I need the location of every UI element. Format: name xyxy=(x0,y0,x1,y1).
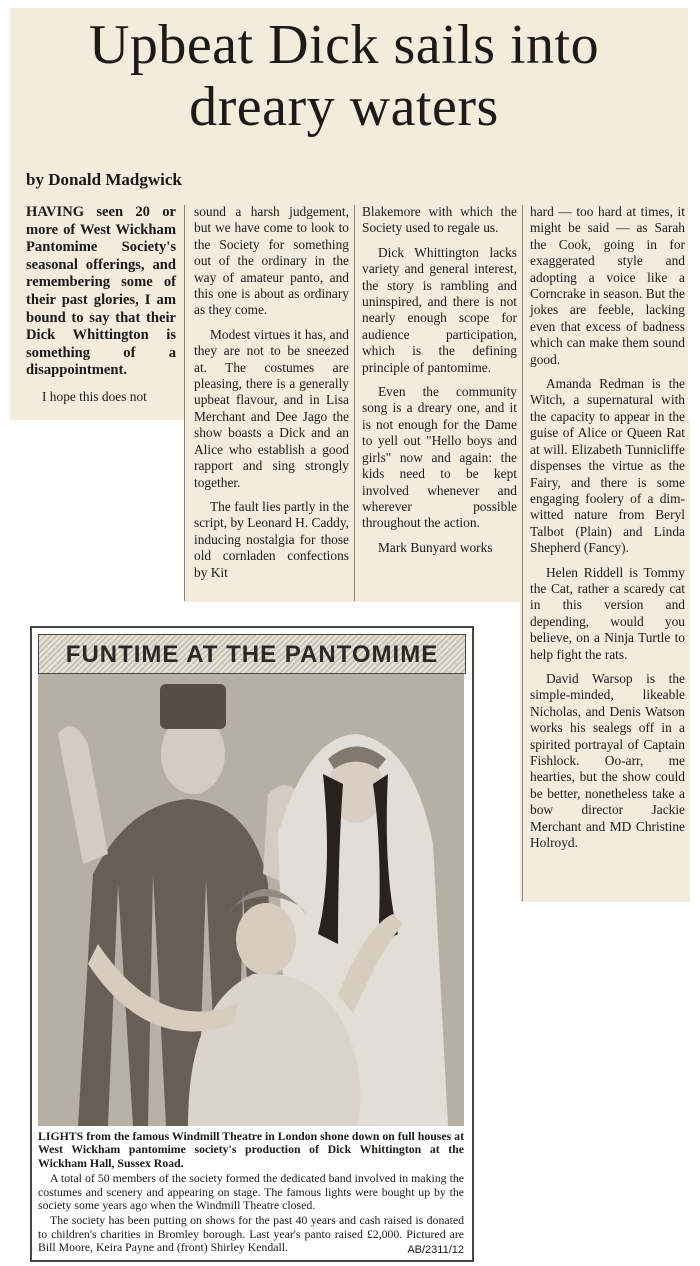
article-column-2 xyxy=(194,204,349,589)
caption-lead: LIGHTS from the famous Windmill Theatre in London shone down on full houses at West Wickham pantomime society's production of Dick Whittington at the Wickham Hall, Sussex Road. xyxy=(38,1129,464,1170)
col3-paragraph-4: Mark Bunyard works xyxy=(378,539,493,555)
article-column-4 xyxy=(530,204,685,859)
col2-paragraph-3: The fault lies partly in the script, by Leonard H. Caddy, inducing nostalgia for those old cornladen confections by Kit xyxy=(194,498,349,580)
headline xyxy=(14,14,674,138)
article-column-1 xyxy=(26,204,176,414)
col4-paragraph-2: Amanda Redman is the Witch, a supernatural with the capacity to appear in the guise of Alice or Queen Rat at will. Elizabeth Tunnicliffe dispenses the virtue as the Fairy, and there is some engaging foolery of a dim-witted nature from Beryl Talbot (Plain) and Linda Shepherd (Fancy). xyxy=(530,376,685,556)
caption-paragraph-2: A total of 50 members of the society formed the dedicated band involved in making the costumes and scenery and appearing on stage. The famous lights were bought up by the society some years ago when the Windmill Theatre closed. xyxy=(38,1171,464,1213)
byline: by Donald Madgwick xyxy=(26,170,182,189)
reference-code: AB/2311/12 xyxy=(407,1244,464,1256)
column-rule-1 xyxy=(184,205,185,601)
caption-paragraph-3: The society has been putting on shows for the past 40 years and cash raised is donated to children's charities in Bromley borough. Last year's panto raised £2,000. Pictured are Bill Moore, Keira Payne and (front) Shirley Kendall. xyxy=(38,1213,464,1255)
col4-paragraph-3: Helen Riddell is Tommy the Cat, rather a scaredy cat in this version and depending, would you believe, on a Ninja Turtle to help fight the rats. xyxy=(530,564,685,662)
photo-feature xyxy=(30,626,474,1262)
headline-line-2: dreary waters xyxy=(189,76,499,138)
col3-paragraph-2: Dick Whittington lacks variety and general interest, the story is rambling and uninspired, and there is not nearly enough scope for audience participation, which is the defining principle of pantomime. xyxy=(362,244,517,375)
column-rule-3 xyxy=(522,205,523,901)
photo-title-bar xyxy=(38,634,466,674)
photo-caption xyxy=(38,1130,464,1257)
headline-line-1: Upbeat Dick sails into xyxy=(88,14,600,76)
col3-paragraph-1: Blakemore with which the Society used to regale us. xyxy=(362,204,517,236)
pantomime-photo-illustration xyxy=(38,674,464,1126)
col2-paragraph-2: Modest virtues it has, and they are not to be sneezed at. The costumes are pleasing, there is a generally upbeat flavour, and in Lisa Merchant and Dee Jago the show boasts a Dick and an Alice who establish a good rapport and sing strongly together. xyxy=(194,326,349,490)
photo-title: FUNTIME AT THE PANTOMIME xyxy=(65,641,439,668)
col4-paragraph-1: hard — too hard at times, it might be said — as Sarah the Cook, going in for exaggerated style and adopting a voice like a Corncrake in season. But the jokes are feeble, lacking even that excess of badness which can make them sound good. xyxy=(530,204,685,367)
caption-paragraph-1 xyxy=(38,1130,464,1170)
col2-paragraph-1: sound a harsh judgement, but we have come to look to the Society for something out of the ordinary in the way of amateur panto, and this one is about as ordinary as they come. xyxy=(194,204,349,318)
pantomime-photo xyxy=(38,674,464,1126)
col1-paragraph-1: HAVING seen 20 or more of West Wickham Pantomime Society's seasonal offerings, and remembering some of their past glories, I am bound to say that their Dick Whittington is something of a disappointment. xyxy=(26,204,176,379)
col1-paragraph-2: I hope this does not xyxy=(42,388,147,404)
article-column-3 xyxy=(362,204,517,564)
col3-paragraph-3: Even the community song is a dreary one, and it is not enough for the Dame to yell out "Hello boys and girls" now and again: the kids need to be kept involved whenever and wherever possible throughout the action. xyxy=(362,384,517,531)
column-rule-2 xyxy=(354,205,355,601)
col4-paragraph-4: David Warsop is the simple-minded, likeable Nicholas, and Denis Watson works his sealegs off in a spirited portrayal of Captain Fishlock. Oo-arr, me hearties, but the show could be better, nonetheless take a bow director Jackie Merchant and MD Christine Holroyd. xyxy=(530,670,685,851)
